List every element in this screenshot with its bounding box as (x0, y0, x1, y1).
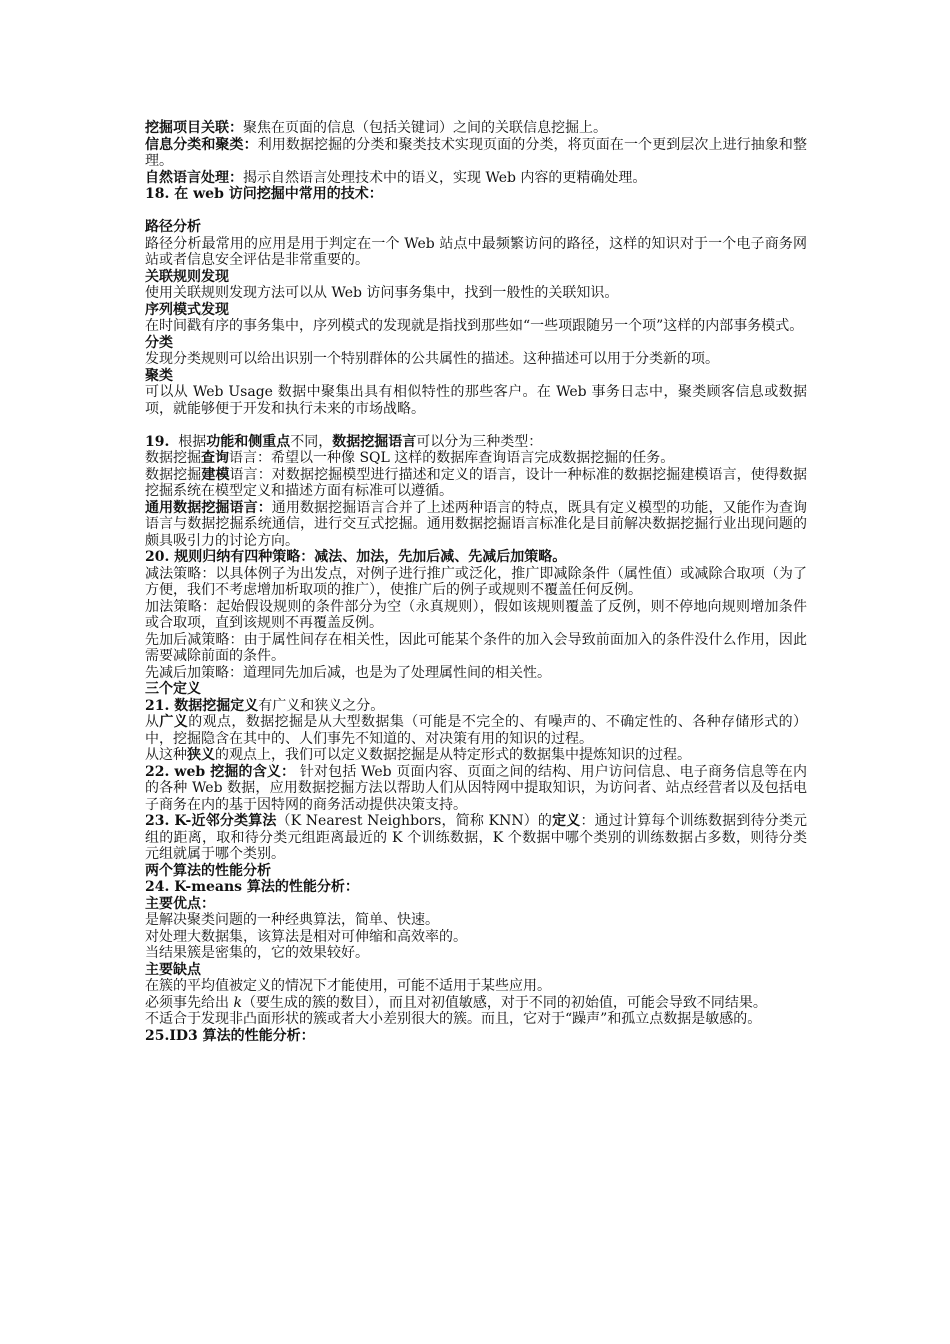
section-heading: 18. 在 web 访问挖掘中常用的技术： (145, 186, 383, 202)
text: 数据挖掘 (145, 450, 201, 466)
variable: k (233, 994, 242, 1011)
document-page (145, 120, 807, 1044)
paragraph: 先加后减策略：由于属性间存在相关性，因此可能某个条件的加入会导致前面加入的条件没什么作用，因此需要减除前面的条件。 (145, 631, 807, 664)
subheading: 主要优点： (145, 895, 215, 912)
term: 数据挖掘语言 (332, 433, 417, 450)
term: 自然语言处理： (145, 169, 243, 186)
list-item: 对处理大数据集，该算法是相对可伸缩和高效率的。 (145, 928, 467, 945)
paragraph: 使用关联规则发现方法可以从 Web 访问事务集中，找到一般性的关联知识。 (145, 285, 619, 301)
term: 定义 (552, 813, 581, 829)
paragraph: 发现分类规则可以给出识别一个特别群体的公共属性的描述。这种描述可以用于分类新的项。 (145, 351, 719, 367)
paragraph: 减法策略：以具体例子为出发点，对例子进行推广或泛化，推广即减除条件（属性值）或减除合取项（为了方便，我们不考虑增加析取项的推广），使推广后的例子或规则不覆盖任何反例。 (145, 565, 807, 598)
paragraph (145, 714, 807, 747)
spacer (145, 203, 807, 220)
section-heading: 三个定义 (145, 681, 201, 697)
subheading: 路径分析 (145, 219, 201, 235)
text: 聚焦在页面的信息（包括关键词）之间的关联信息挖掘上。 (243, 120, 607, 136)
paragraph: 先减后加策略：道理同先加后减，也是为了处理属性间的相关性。 (145, 664, 551, 681)
term: 通用数据挖掘语言： (145, 499, 272, 516)
text: 必须事先给出 (145, 994, 234, 1011)
term: 23. K-近邻分类算法 (145, 813, 277, 829)
question-23 (145, 813, 807, 863)
paragraph (145, 747, 807, 764)
text: （K Nearest Neighbors，简称 KNN）的 (276, 813, 553, 829)
term: 21. 数据挖掘定义 (145, 697, 259, 714)
question-22 (145, 764, 807, 814)
term: 查询 (201, 450, 229, 466)
list-item: 当结果簇是密集的，它的效果较好。 (145, 945, 369, 961)
paragraph: 在时间戳有序的事务集中，序列模式的发现就是指找到那些如“一些项跟随另一个项”这样的内部事务模式。 (145, 318, 804, 334)
question-number: 19. (145, 433, 170, 450)
text: 数据挖掘 (145, 466, 202, 483)
text: 通用数据挖掘语言合并了上述两种语言的特点，既具有定义模型的功能，又能作为查询语言与数据挖掘系统通信，进行交互式挖掘。通用数据挖掘语言标准化是目前解决数据挖掘行业出现问题的颇具吸引力的讨论方向。 (145, 499, 808, 549)
text: （要生成的簇的数目），而且对初值敏感，对于不同的初始值，可能会导致不同结果。 (241, 994, 767, 1011)
text: 语言：希望以一种像 SQL 这样的数据库查询语言完成数据挖掘的任务。 (229, 450, 675, 466)
term: 狭义 (187, 747, 215, 763)
paragraph (145, 500, 807, 550)
paragraph: 路径分析最常用的应用是用于判定在一个 Web 站点中最频繁访问的路径，这样的知识对于一个电子商务网站或者信息安全评估是非常重要的。 (145, 235, 807, 268)
text: 的观点上，我们可以定义数据挖掘是从特定形式的数据集中提炼知识的过程。 (215, 747, 691, 763)
paragraph (145, 450, 807, 467)
text: 从 (145, 714, 160, 730)
paragraph: 可以从 Web Usage 数据中聚集出具有相似特性的那些客户。在 Web 事务日志中，聚类顾客信息或数据项，就能够便于开发和执行未来的市场战略。 (145, 384, 807, 417)
text: 语言：对数据挖掘模型进行描述和定义的语言，设计一种标准的数据挖掘建模语言，使得数据挖掘系统在模型定义和描述方面有标准可以遵循。 (145, 466, 808, 499)
text: 可以分为三种类型： (416, 433, 543, 450)
paragraph: 加法策略：起始假设规则的条件部分为空（永真规则），假如该规则覆盖了反例，则不停地向规则增加条件或合取项，直到该规则不再覆盖反例。 (145, 598, 807, 631)
question-19 (145, 434, 807, 451)
paragraph (145, 467, 807, 500)
list-item: 是解决聚类问题的一种经典算法，简单、快速。 (145, 912, 439, 928)
text: 揭示自然语言处理技术中的语义，实现 Web 内容的更精确处理。 (243, 169, 647, 186)
text: 从这种 (145, 747, 187, 763)
text: ：通过计算每个训练数据到待分类元组的距离，取和待分类元组距离最近的 K 个训练数据，K 个数据中哪个类别的训练数据占多数，则待分类元组就属于哪个类别。 (145, 813, 807, 862)
subheading: 主要缺点 (145, 961, 201, 978)
subheading: 序列模式发现 (145, 301, 229, 318)
text: 利用数据挖掘的分类和聚类技术实现页面的分类，将页面在一个更到层次上进行抽象和整理。 (145, 136, 808, 169)
text: 的观点，数据挖掘是从大型数据集（可能是不完全的、有噪声的、不确定性的、各种存储形式的）中，挖掘隐含在其中的、人们事先不知道的、对决策有用的知识的过程。 (145, 714, 808, 747)
question-20: 20. 规则归纳有四种策略：减法、加法，先加后减、先减后加策略。 (145, 549, 567, 565)
term: 广义 (159, 714, 189, 730)
spacer (145, 417, 807, 434)
subheading: 关联规则发现 (145, 268, 229, 285)
text: 有广义和狭义之分。 (258, 697, 385, 714)
text: 不同， (290, 433, 333, 450)
subheading: 聚类 (145, 367, 173, 384)
paragraph (145, 170, 807, 187)
text: 根据 (178, 433, 207, 450)
question-25: 25.ID3 算法的性能分析： (145, 1027, 315, 1044)
term: 建模 (201, 466, 230, 483)
term: 信息分类和聚类： (145, 136, 258, 153)
term: 22. web 挖掘的含义： (145, 763, 296, 780)
paragraph (145, 137, 807, 170)
term: 功能和侧重点 (206, 433, 291, 450)
question-21 (145, 698, 807, 715)
term: 挖掘项目关联： (145, 120, 243, 136)
text: 针对包括 Web 页面内容、页面之间的结构、用户访问信息、电子商务信息等在内的各种 Web 数据，应用数据挖掘方法以帮助人们从因特网中提取知识，为访问者、站点经营者以及包括电子商务在内的基于因特网的商务活动提供决策支持。 (145, 763, 808, 813)
paragraph (145, 120, 807, 137)
section-heading: 两个算法的性能分析 (145, 862, 271, 879)
list-item (145, 995, 807, 1012)
list-item: 在簇的平均值被定义的情况下才能使用，可能不适用于某些应用。 (145, 978, 551, 994)
subheading: 分类 (145, 334, 173, 351)
list-item: 不适合于发现非凸面形状的簇或者大小差别很大的簇。而且，它对于“躁声”和孤立点数据是敏感的。 (145, 1011, 762, 1027)
question-24: 24. K-means 算法的性能分析： (145, 879, 359, 895)
